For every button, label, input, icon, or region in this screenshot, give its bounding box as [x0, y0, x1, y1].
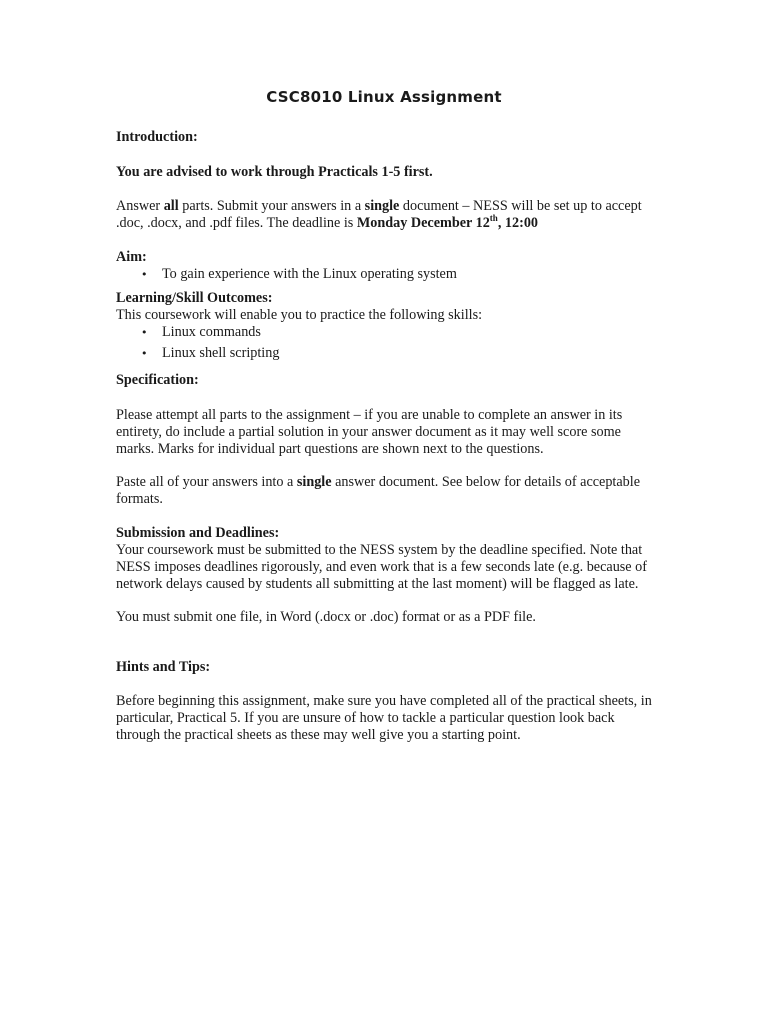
advice-text: You are advised to work through Practicals 1-5 first. — [116, 164, 433, 180]
outcomes-list — [116, 324, 661, 362]
aim-item-text: To gain experience with the Linux operating system — [162, 266, 457, 282]
bullet-icon: • — [141, 326, 148, 339]
document-title: CSC8010 Linux Assignment — [266, 88, 502, 106]
specification-paragraph-1: Please attempt all parts to the assignment – if you are unable to complete an answer in its entirety, do include a partial solution in your answer document as it may well score some marks. Marks for individual part questions are shown next to the questions. — [116, 407, 623, 457]
aim-list — [116, 266, 661, 283]
answer-paragraph — [116, 198, 661, 232]
hints-heading: Hints and Tips: — [116, 659, 211, 675]
outcome-item-text: Linux commands — [162, 324, 261, 340]
answer-text-2: parts. Submit your answers in a — [178, 198, 365, 214]
document-body — [116, 129, 661, 744]
list-item — [116, 266, 661, 283]
list-item — [116, 345, 661, 362]
specification-paragraph-2 — [116, 474, 661, 508]
outcome-item-text: Linux shell scripting — [162, 345, 280, 361]
submission-heading: Submission and Deadlines: — [116, 525, 280, 541]
list-item — [116, 324, 661, 341]
answer-text-3: document – NESS will be set up to accept .doc, .docx, and .pdf files. The deadline is — [116, 198, 642, 231]
introduction-heading: Introduction: — [116, 129, 198, 145]
bullet-icon: • — [141, 347, 148, 360]
answer-text-1: Answer — [116, 198, 164, 214]
specification-single-emphasis: single — [296, 474, 332, 490]
answer-single-emphasis: single — [364, 198, 400, 214]
outcomes-heading: Learning/Skill Outcomes: — [116, 290, 273, 306]
deadline-text — [357, 215, 538, 231]
hints-paragraph: Before beginning this assignment, make sure you have completed all of the practical sheets, in particular, Practical 5. If you are unsure of how to tackle a particular question look back through the practical sheets as these may well give you a starting point. — [116, 693, 652, 743]
deadline-ordinal: th — [489, 213, 498, 223]
specification-heading: Specification: — [116, 372, 199, 388]
answer-all-emphasis: all — [163, 198, 179, 214]
deadline-time: , 12:00 — [497, 215, 539, 231]
aim-heading: Aim: — [116, 249, 147, 265]
deadline-date: Monday December 12 — [356, 215, 490, 231]
specification-text-2: answer document. See below for details of acceptable formats. — [116, 474, 641, 507]
bullet-icon: • — [141, 268, 148, 281]
outcomes-intro: This coursework will enable you to practice the following skills: — [116, 307, 483, 323]
submission-paragraph-1: Your coursework must be submitted to the NESS system by the deadline specified. Note that NESS imposes deadlines rigorously, and even work that is a few seconds late (e.g. because of network delays caused by students all submitting at the last moment) will be flagged as late. — [116, 542, 647, 592]
submission-paragraph-2: You must submit one file, in Word (.docx or .doc) format or as a PDF file. — [116, 609, 536, 625]
specification-text-1: Paste all of your answers into a — [116, 474, 297, 490]
